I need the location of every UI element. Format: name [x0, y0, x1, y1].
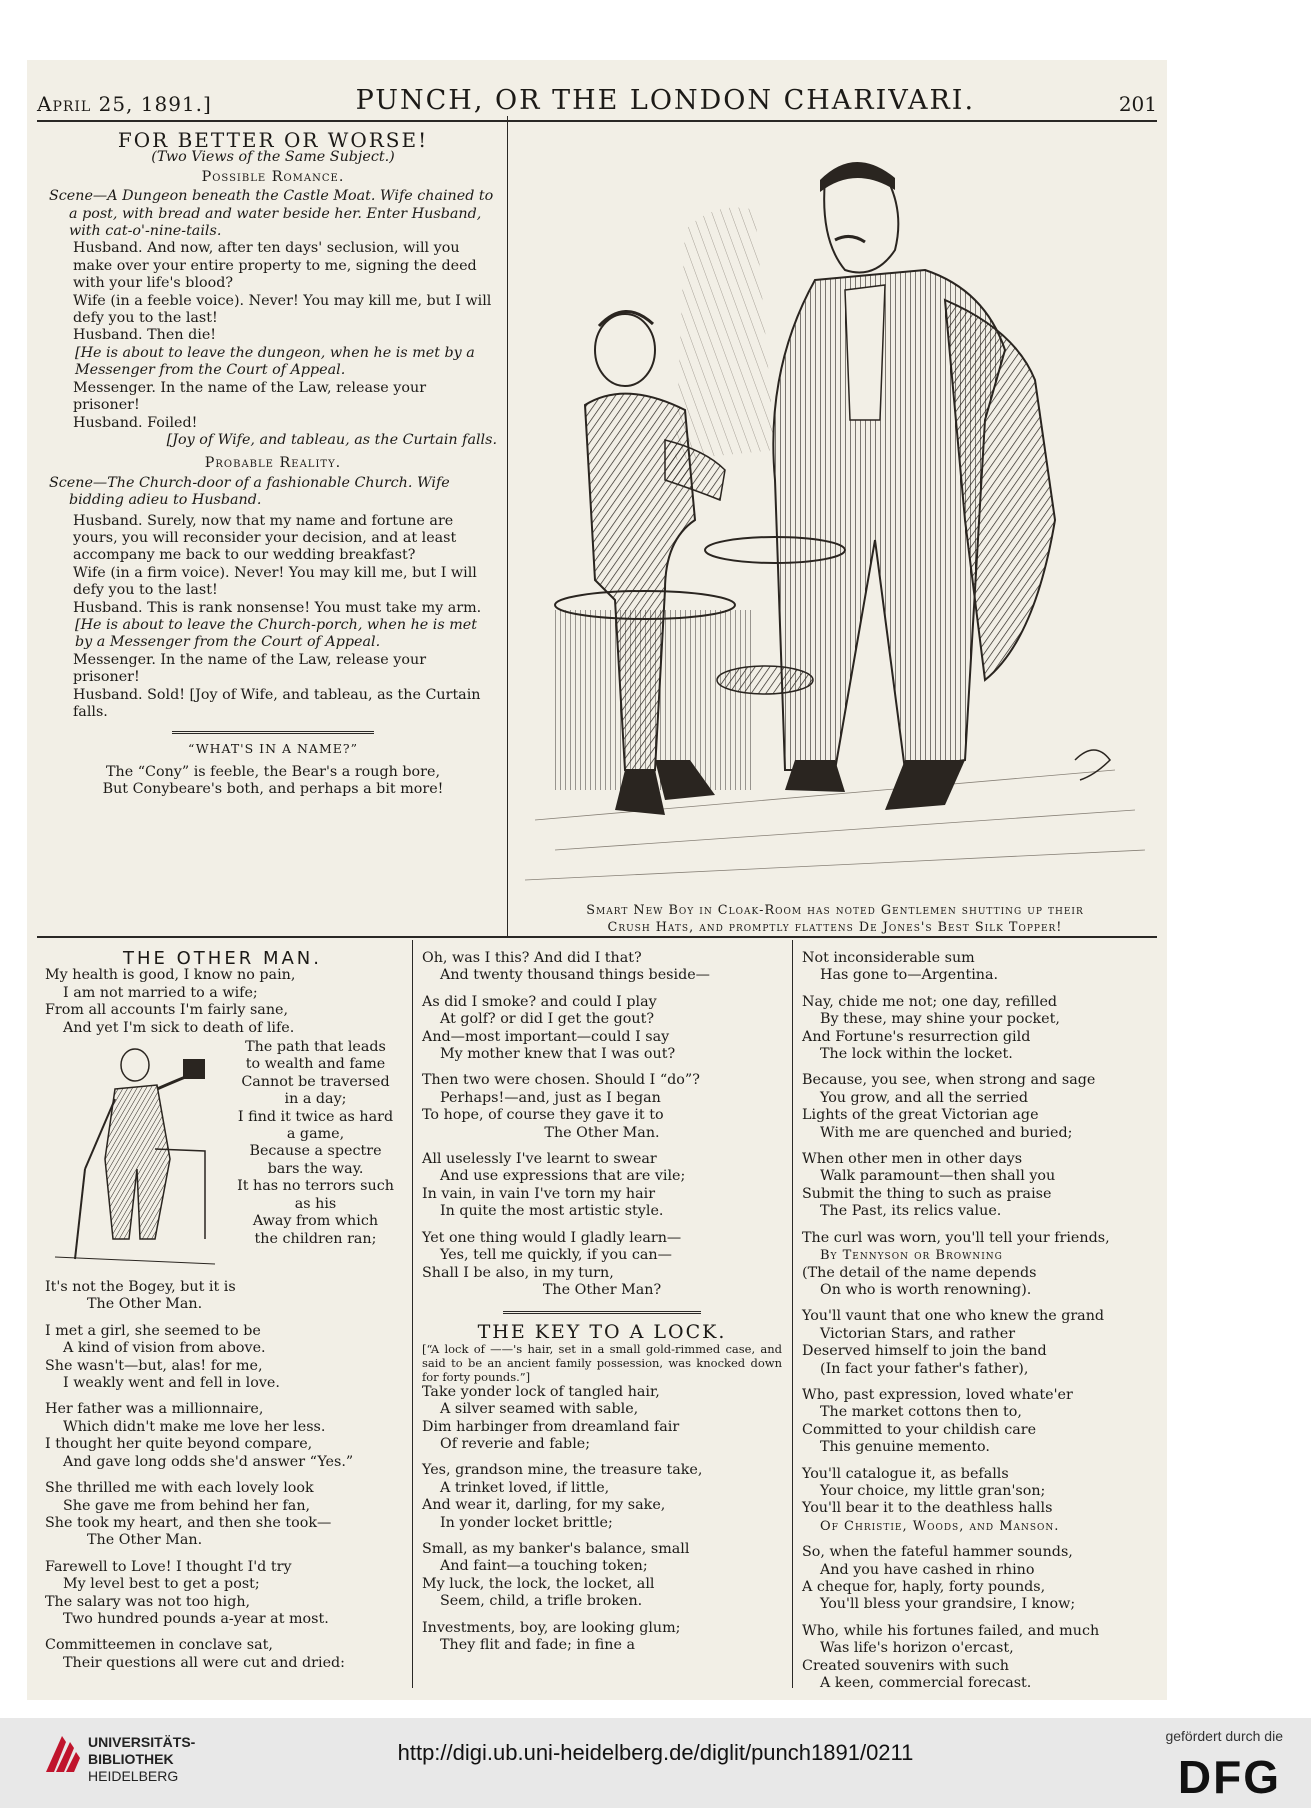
column-rule-top: [507, 116, 508, 938]
verse-line: You'll vaunt that one who knew the grand: [802, 1308, 1105, 1325]
verse-line: Created souvenirs with such: [802, 1657, 1009, 1674]
verse-line: Of reverie and fable;: [440, 1435, 591, 1452]
column-rule-2: [792, 940, 793, 1688]
column-rule-1: [412, 940, 413, 1688]
verse-line: (In fact your father's father),: [820, 1360, 1029, 1377]
verse-line: Nay, chide me not; one day, refilled: [802, 993, 1058, 1010]
section-heading-reality: Probable Reality.: [204, 455, 342, 472]
verse-line: And you have cashed in rhino: [820, 1561, 1035, 1578]
verse-line: And yet I'm sick to death of life.: [63, 1019, 295, 1036]
verse-line: Perhaps!—and, just as I began: [440, 1089, 661, 1106]
verse-line: And Fortune's resurrection gild: [802, 1028, 1031, 1045]
poem-title: THE KEY TO A LOCK.: [477, 1321, 727, 1344]
verse-line: As did I smoke? and could I play: [422, 993, 657, 1010]
verse-line: All uselessly I've learnt to swear: [422, 1151, 657, 1168]
section-heading-romance: Possible Romance.: [201, 168, 345, 185]
verse-line: Committeemen in conclave sat,: [45, 1637, 273, 1654]
verse-line: Walk paramount—then shall you: [820, 1168, 1056, 1185]
verse-line: Yet one thing would I gladly learn—: [422, 1229, 682, 1246]
man-with-hat-drawing: [45, 1039, 225, 1279]
verse-line: Yes, grandson mine, the treasure take,: [422, 1462, 703, 1479]
section-divider: [37, 936, 1157, 938]
verse-line: A silver seamed with sable,: [440, 1401, 639, 1418]
scene-1: Scene—A Dungeon beneath the Castle Moat. Wife chained to a post, with bread and water beside her. Enter Husband, with cat-o'-nine-tails.: [49, 188, 494, 240]
verse-line: From all accounts I'm fairly sane,: [45, 1002, 289, 1019]
verse-line: Of Christie, Woods, and Manson.: [820, 1518, 1060, 1534]
verse-line: The lock within the locket.: [820, 1046, 1013, 1063]
verse-line: At golf? or did I get the gout?: [440, 1011, 655, 1028]
verse-line: Two hundred pounds a-year at most.: [63, 1610, 329, 1627]
verse-line: To hope, of course they gave it to: [422, 1107, 664, 1124]
verse-line: By Tennyson or Browning: [820, 1248, 1003, 1264]
page-header: [37, 72, 1157, 122]
verse-line: Which didn't make me love her less.: [63, 1418, 326, 1435]
verse-line: She wasn't—but, alas! for me,: [45, 1357, 263, 1374]
verse-line: My mother knew that I was out?: [440, 1046, 676, 1063]
verse-line: Their questions all were cut and dried:: [63, 1654, 346, 1671]
verse-line: So, when the fateful hammer sounds,: [802, 1544, 1073, 1561]
verse-line: Submit the thing to such as praise: [802, 1185, 1052, 1202]
verse-line: And gave long odds she'd answer “Yes.”: [63, 1453, 354, 1470]
verse-line: A trinket loved, if little,: [440, 1479, 610, 1496]
verse-line: But Conybeare's both, and perhaps a bit more!: [102, 781, 444, 798]
verse-line: I thought her quite beyond compare,: [45, 1436, 313, 1453]
verse-line: And wear it, darling, for my sake,: [422, 1497, 666, 1514]
verse-line: in a day;: [284, 1091, 347, 1108]
verse-line: I weakly went and fell in love.: [63, 1375, 280, 1392]
verse-line: You'll bear it to the deathless halls: [802, 1500, 1053, 1517]
scene-2: Scene—The Church-door of a fashionable Church. Wife bidding adieu to Husband.: [49, 474, 450, 509]
verse-line: It's not the Bogey, but it is: [45, 1279, 236, 1296]
verse-line: Cannot be traversed: [241, 1073, 390, 1090]
dialogue-line: Husband. Foiled!: [73, 414, 198, 431]
verse-line: Dim harbinger from dreamland fair: [422, 1418, 680, 1435]
dialogue-line: Messenger. In the name of the Law, release your prisoner!: [73, 379, 427, 414]
article-subtitle: (Two Views of the Same Subject.): [151, 149, 395, 166]
verse-line: She took my heart, and then she took—: [45, 1514, 332, 1531]
dialogue-line: Husband. This is rank nonsense! You must take my arm.: [73, 599, 482, 616]
verse-line: Lights of the great Victorian age: [802, 1107, 1039, 1124]
verse-line: Shall I be also, in my turn,: [422, 1264, 614, 1281]
verse-line: And—most important—could I say: [422, 1028, 670, 1045]
poem-title: THE OTHER MAN.: [123, 948, 322, 969]
middle-column: [422, 950, 782, 1654]
caption-line: Smart New Boy in Cloak-Room has noted Gentlemen shutting up their: [586, 903, 1084, 918]
verse-line: I find it twice as hard: [237, 1108, 394, 1125]
library-name-line: BIBLIOTHEK: [88, 1751, 174, 1767]
verse-line: Her father was a millionnaire,: [45, 1401, 264, 1418]
separator: [503, 1311, 701, 1314]
verse-line: And twenty thousand things beside—: [440, 967, 710, 984]
verse-line: Who, past expression, loved whate'er: [802, 1386, 1073, 1403]
verse-line: I am not married to a wife;: [63, 984, 258, 1001]
verse-line: The Other Man?: [542, 1281, 662, 1298]
verse-line: My level best to get a post;: [63, 1576, 260, 1593]
verse-line: And use expressions that are vile;: [440, 1168, 686, 1185]
stage-direction: [He is about to leave the Church-porch, when he is met by a Messenger from the Court of Appeal.: [75, 616, 478, 651]
verse-line: The Past, its relics value.: [820, 1203, 1002, 1220]
poem-epigraph: [“A lock of ——'s hair, set in a small gold-rimmed case, and said to be an ancient family possession, was knocked down for forty pounds.”]: [422, 1341, 782, 1384]
verse-line: Then two were chosen. Should I “do”?: [422, 1072, 700, 1089]
verse-line: bars the way.: [267, 1160, 364, 1177]
gentleman-figure: [773, 162, 1055, 810]
verse-line: A cheque for, haply, forty pounds,: [802, 1579, 1046, 1595]
verse-line: By these, may shine your pocket,: [820, 1011, 1060, 1028]
dialogue-line: Husband. Surely, now that my name and fortune are yours, you will reconsider your decision, and at least accompany me back to our wedding breakfast?: [73, 512, 457, 564]
verse-line: Because, you see, when strong and sage: [802, 1072, 1096, 1089]
dialogue-line: Wife (in a firm voice). Never! You may kill me, but I will defy you to the last!: [73, 564, 477, 599]
library-name-line: HEIDELBERG: [88, 1768, 179, 1784]
verse-line: This genuine memento.: [820, 1439, 990, 1456]
better-worse-article: [49, 128, 497, 799]
library-name-line: UNIVERSITÄTS-: [88, 1734, 196, 1750]
verse-line: She thrilled me with each lovely look: [45, 1480, 314, 1497]
verse-line: a game,: [286, 1126, 345, 1143]
verse-line: The Other Man.: [87, 1296, 203, 1313]
verse-line: Your choice, my little gran'son;: [820, 1482, 1046, 1499]
verse-line: The Other Man.: [87, 1532, 203, 1549]
verse-title: “WHAT'S IN A NAME?”: [188, 741, 358, 757]
verse-line: Has gone to—Argentina.: [820, 967, 999, 984]
verse-line: The “Cony” is feeble, the Bear's a rough bore,: [105, 763, 440, 780]
verse-line: My luck, the lock, the locket, all: [422, 1575, 655, 1592]
cartoon-caption: [515, 902, 1155, 936]
dialogue-line: Husband. Then die!: [73, 327, 217, 344]
verse-line: Farewell to Love! I thought I'd try: [45, 1558, 292, 1575]
digitization-footer: [0, 1718, 1311, 1808]
verse-line: The market cottons then to,: [820, 1404, 1022, 1421]
dialogue-line: Wife (in a feeble voice). Never! You may kill me, but I will defy you to the last!: [73, 292, 492, 327]
verse-line: They flit and fade; in fine a: [440, 1637, 636, 1653]
source-url-link[interactable]: http://digi.ub.uni-heidelberg.de/diglit/punch1891/0211: [397, 1740, 914, 1765]
verse-line: as his: [294, 1195, 337, 1212]
article-title: FOR BETTER OR WORSE!: [117, 128, 429, 152]
verse-line: Committed to your childish care: [802, 1421, 1037, 1438]
stage-direction: [Joy of Wife, and tableau, as the Curtain falls.: [166, 431, 497, 448]
issue-date: April 25, 1891.]: [37, 92, 212, 116]
verse-line: Small, as my banker's balance, small: [422, 1540, 690, 1557]
verse-line: (The detail of the name depends: [802, 1264, 1037, 1281]
verse-line: In yonder locket brittle;: [440, 1514, 613, 1531]
page-number: 201: [1118, 92, 1157, 116]
verse-line: Because a spectre: [249, 1143, 382, 1160]
verse-line: With me are quenched and buried;: [820, 1124, 1073, 1141]
verse-line: Victorian Stars, and rather: [820, 1325, 1016, 1342]
cloakroom-cartoon-art: [515, 120, 1155, 905]
verse-line: In vain, in vain I've torn my hair: [422, 1185, 656, 1202]
verse-line: Oh, was I this? And did I that?: [422, 950, 642, 966]
publication-title: PUNCH, OR THE LONDON CHARIVARI.: [355, 85, 976, 116]
other-man-poem: [45, 950, 400, 1672]
verse-line: You grow, and all the serried: [820, 1089, 1029, 1106]
verse-line: Take yonder lock of tangled hair,: [422, 1383, 660, 1400]
caption-line: Crush Hats, and promptly flattens De Jones's Best Silk Topper!: [607, 920, 1063, 935]
verse-line: The curl was worn, you'll tell your friends,: [802, 1229, 1110, 1246]
verse-line: Yes, tell me quickly, if you can—: [440, 1247, 672, 1264]
verse-line: The salary was not too high,: [45, 1593, 251, 1610]
funding-note: gefördert durch die: [1165, 1728, 1283, 1744]
verse-line: to wealth and fame: [245, 1056, 386, 1073]
stage-direction: [He is about to leave the dungeon, when he is met by a Messenger from the Court of Appeal.: [75, 344, 475, 379]
verse-line: A kind of vision from above.: [63, 1340, 266, 1357]
verse-line: The path that leads: [245, 1039, 386, 1056]
cartoon-illustration: [515, 120, 1155, 905]
verse-line: Seem, child, a trifle broken.: [440, 1593, 643, 1610]
verse-line: Deserved himself to join the band: [802, 1343, 1047, 1360]
dialogue-line: Husband. And now, after ten days' seclusion, will you make over your entire property to me, signing the deed with your life's blood?: [73, 240, 477, 292]
separator: [172, 731, 374, 734]
verse-line: Who, while his fortunes failed, and much: [802, 1622, 1100, 1639]
verse-line: You'll catalogue it, as befalls: [802, 1465, 1009, 1482]
verse-line: A keen, commercial forecast.: [820, 1675, 1032, 1692]
verse-line: My health is good, I know no pain,: [45, 967, 296, 984]
vignette-illustration: [45, 1039, 225, 1279]
verse-line: the children ran;: [254, 1230, 377, 1247]
verse-line: Not inconsiderable sum: [802, 950, 975, 966]
verse-line: Away from which: [252, 1213, 379, 1230]
right-column: [802, 950, 1157, 1692]
dialogue-line: Messenger. In the name of the Law, release your prisoner!: [73, 651, 427, 686]
verse-line: You'll bless your grandsire, I know;: [820, 1596, 1076, 1613]
newspaper-page: [27, 60, 1167, 1700]
verse-line: Investments, boy, are looking glum;: [422, 1619, 681, 1636]
dialogue-line: Husband. Sold! [Joy of Wife, and tableau, as the Curtain falls.: [73, 686, 481, 720]
verse-line: She gave me from behind her fan,: [63, 1497, 311, 1514]
verse-line: It has no terrors such: [237, 1178, 394, 1195]
verse-line: The Other Man.: [544, 1124, 660, 1141]
dfg-logo: DFG: [1177, 1751, 1281, 1803]
verse-line: On who is worth renowning).: [820, 1281, 1032, 1298]
verse-line: In quite the most artistic style.: [440, 1203, 664, 1220]
verse-line: I met a girl, she seemed to be: [45, 1322, 261, 1339]
verse-line: When other men in other days: [802, 1151, 1023, 1168]
verse-line: Was life's horizon o'ercast,: [820, 1640, 1014, 1657]
verse-line: And faint—a touching token;: [440, 1558, 648, 1575]
